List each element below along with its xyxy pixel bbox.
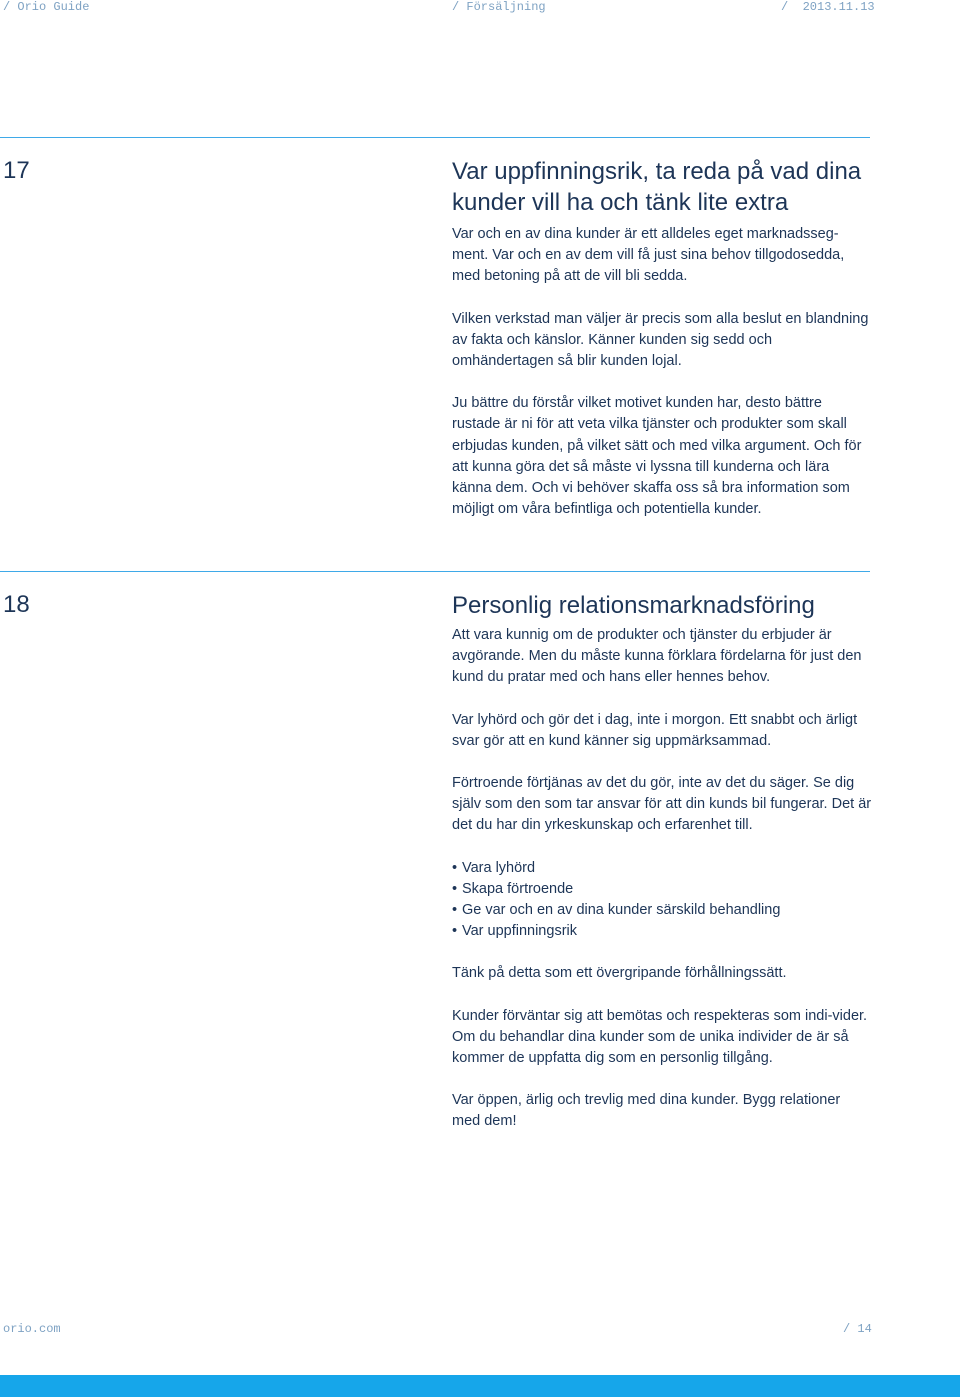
bullet-icon: • bbox=[452, 859, 458, 876]
paragraph: Var och en av dina kunder är ett alldeles eget marknadsseg-ment. Var och en av dem vill få just sina behov tillgodosedda, med betoning på att de vill bli sedda. bbox=[452, 226, 845, 285]
list-item bbox=[452, 900, 872, 921]
list-item-text: Ge var och en av dina kunder särskild behandling bbox=[462, 902, 781, 919]
bullet-icon: • bbox=[452, 880, 458, 897]
list-item-text: Var uppfinningsrik bbox=[462, 923, 577, 940]
paragraph: Var öppen, ärlig och trevlig med dina kunder. Bygg relationer med dem! bbox=[452, 1092, 841, 1130]
header-section: / Försäljning bbox=[452, 0, 546, 14]
bottom-accent-bar bbox=[0, 1375, 960, 1397]
bullet-icon: • bbox=[452, 923, 458, 940]
section-18 bbox=[452, 590, 872, 1133]
page-header bbox=[0, 0, 960, 16]
bullet-list bbox=[452, 858, 872, 943]
section-number: 18 bbox=[3, 591, 30, 618]
section-divider bbox=[0, 137, 870, 138]
section-title: Personlig relationsmarknadsföring bbox=[452, 592, 815, 619]
list-item bbox=[452, 879, 872, 900]
bullet-icon: • bbox=[452, 902, 458, 919]
list-item bbox=[452, 858, 872, 879]
paragraph: Ju bättre du förstår vilket motivet kunden har, desto bättre rustade är ni för att veta vilka tjänster och produkter som skall erbjudas kunden, på vilket sätt och med vilka argument. Och för att kunna göra det så måste vi lyssna till kunderna och lära känna dem. Och vi behöver skaffa oss så bra information som möjligt om våra befintliga och potentiella kunder. bbox=[452, 395, 862, 518]
footer-site-link[interactable]: orio.com bbox=[3, 1322, 61, 1336]
paragraph: Tänk på detta som ett övergripande förhållningssätt. bbox=[452, 965, 787, 982]
list-item-text: Vara lyhörd bbox=[462, 859, 536, 876]
list-item bbox=[452, 921, 872, 942]
page-number: / 14 bbox=[843, 1322, 872, 1336]
paragraph: Förtroende förtjänas av det du gör, inte av det du säger. Se dig själv som den som tar ansvar för att din kunds bil fungerar. Det är det du har din yrkeskunskap och erfarenhet till. bbox=[452, 775, 872, 834]
paragraph: Kunder förväntar sig att bemötas och respekteras som indi-vider. Om du behandlar dina kunder som de unika individer de är så kommer de uppfatta dig som en personlig tillgång. bbox=[452, 1007, 868, 1067]
header-date: / 2013.11.13 bbox=[781, 0, 875, 14]
paragraph: Vilken verkstad man väljer är precis som alla beslut en blandning av fakta och känslor. Känner kunden sig sedd och omhändertagen så blir kunden lojal. bbox=[452, 310, 869, 370]
header-brand: / Orio Guide bbox=[3, 0, 90, 14]
section-number: 17 bbox=[3, 157, 30, 184]
paragraph: Var lyhörd och gör det i dag, inte i morgon. Ett snabbt och ärligt svar gör att en kund känner sig uppmärksammad. bbox=[452, 711, 858, 749]
list-item-text: Skapa förtroende bbox=[462, 880, 574, 897]
page-footer bbox=[0, 1322, 960, 1338]
section-17 bbox=[452, 156, 872, 520]
paragraph: Att vara kunnig om de produkter och tjänster du erbjuder är avgörande. Men du måste kunna förklara fördelarna för just den kund du pratar med och hans eller hennes behov. bbox=[452, 627, 862, 686]
section-title: Var uppfinningsrik, ta reda på vad dina kunder vill ha och tänk lite extra bbox=[452, 158, 862, 216]
section-divider bbox=[0, 571, 870, 572]
